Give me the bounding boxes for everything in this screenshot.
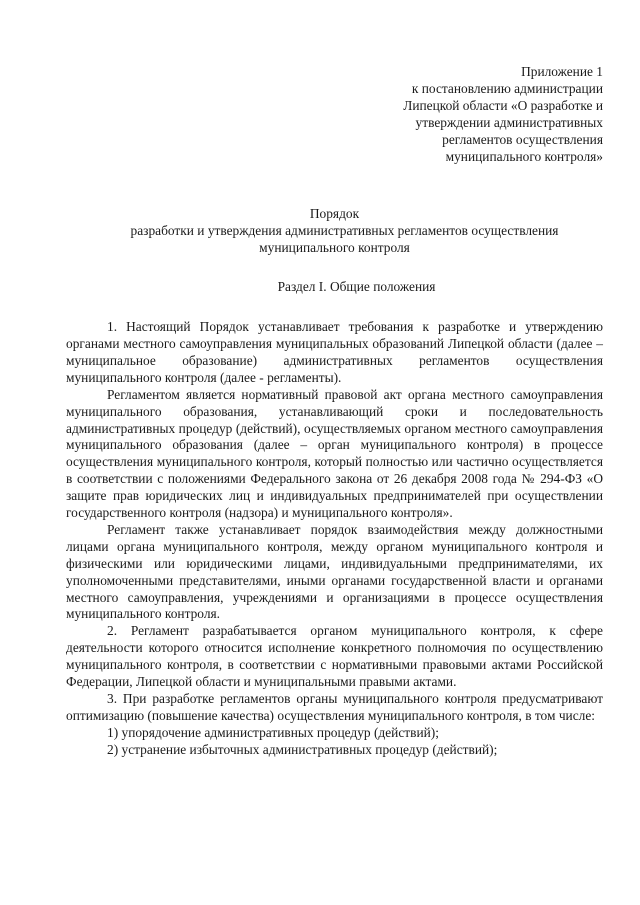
paragraph: Регламент также устанавливает порядок взаимодействия между должностными лицами органа муниципального контроля, между органом муниципального контроля и физическими или юридическими лицами, индивидуальными предпринимателями, их уполномоченными представителями, иными органами государственной власти и органами местного самоуправления, учреждениями и организациями в процессе осуществления муниципального контроля. xyxy=(66,521,603,622)
list-item: 1) упорядочение административных процедур (действий); xyxy=(107,724,439,740)
document-title: Порядок xyxy=(309,206,360,222)
paragraph: 1. Настоящий Порядок устанавливает требования к разработке и утверждению органами местного самоуправления муниципальных образований Липецкой области (далее – муниципальное образование) административных регламентов осуществления муниципального контроля (далее - регламенты). xyxy=(66,319,603,385)
appendix-line: Липецкой области «О разработке и xyxy=(403,97,603,113)
document-title-block xyxy=(66,206,603,257)
document-page xyxy=(66,64,603,759)
appendix-line: Приложение 1 xyxy=(521,64,603,79)
appendix-line: регламентов осуществления xyxy=(442,131,603,147)
appendix-reference-block xyxy=(66,64,603,165)
paragraph: Регламентом является нормативный правовой акт органа местного самоуправления муниципального образования, устанавливающий сроки и последовательность административных процедур (действий), осуществляемых органом местного самоуправления муниципального образования (далее – орган муниципального контроля) в процессе осуществления муниципального контроля, который полностью или частично осуществляется в соответствии с положениями Федерального закона от 26 декабря 2008 года № 294-ФЗ «О защите прав юридических лиц и индивидуальных предпринимателей при осуществлении государственного контроля (надзора) и муниципального контроля». xyxy=(66,386,603,521)
paragraph: 3. При разработке регламентов органы муниципального контроля предусматривают оптимизацию (повышение качества) осуществления муниципального контроля, в том числе: xyxy=(66,691,603,723)
section-heading: Раздел I. Общие положения xyxy=(277,279,436,295)
document-body xyxy=(66,319,603,759)
appendix-line: к постановлению администрации xyxy=(411,80,603,96)
appendix-line: муниципального контроля» xyxy=(445,148,603,164)
document-subtitle-line-1: разработки и утверждения административных регламентов осуществления xyxy=(130,223,559,239)
document-subtitle-line-2: муниципального контроля xyxy=(259,240,410,256)
appendix-line: утверждении административных xyxy=(415,114,603,130)
paragraph: 2. Регламент разрабатывается органом муниципального контроля, к сфере деятельности которого относится исполнение конкретного полномочия по осуществлению муниципального контроля, в соответствии с нормативными правовыми актами Российской Федерации, Липецкой области и муниципальными правыми актами. xyxy=(66,623,603,690)
list-item: 2) устранение избыточных административных процедур (действий); xyxy=(107,741,498,757)
